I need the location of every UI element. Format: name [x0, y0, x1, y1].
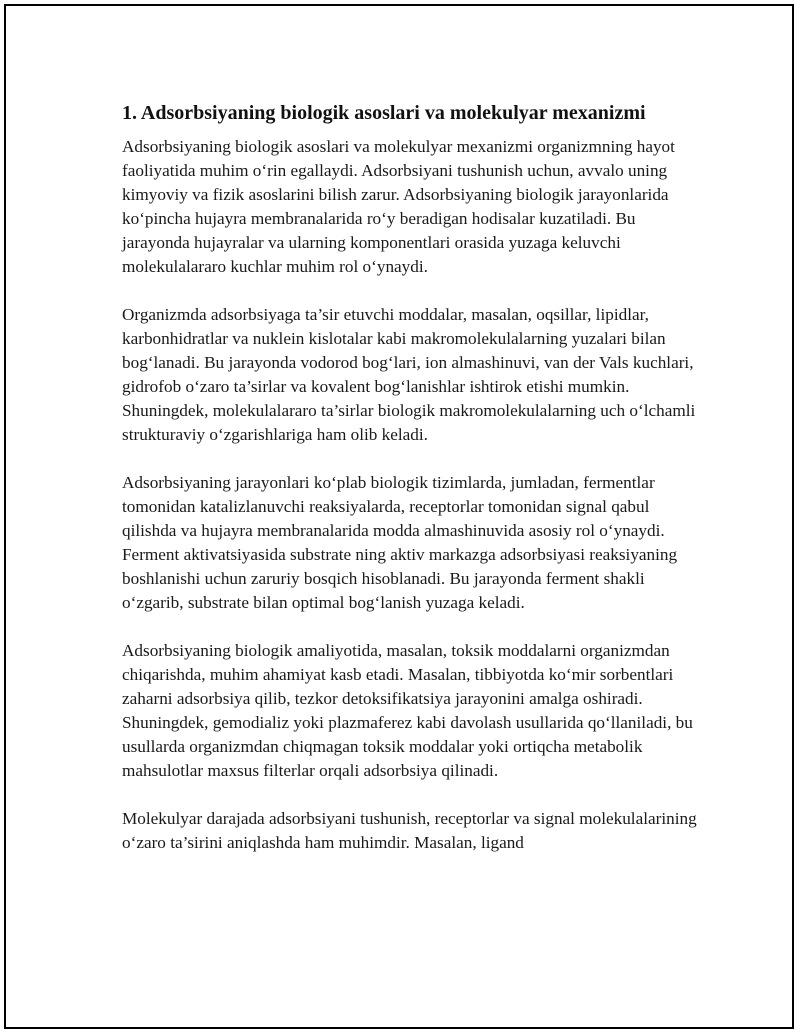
document-page [4, 4, 794, 1029]
section-heading: 1. Adsorbsiyaning biologik asoslari va molekulyar mexanizmi [122, 102, 646, 124]
paragraph-2: Organizmda adsorbsiyaga ta’sir etuvchi moddalar, masalan, oqsillar, lipidlar, karbonhidratlar va nuklein kislotalar kabi makromolekulalarning yuzalari bilan bog‘lanadi. Bu jarayonda vodorod bog‘lari, ion almashinuvi, van der Vals kuchlari, gidrofob o‘zaro ta’sirlar va kovalent bog‘lanishlar ishtirok etishi mumkin. Shuningdek, molekulalararo ta’sirlar biologik makromolekulalarning uch o‘lchamli strukturaviy o‘zgarishlariga ham olib keladi. [122, 305, 696, 444]
paragraph-3: Adsorbsiyaning jarayonlari ko‘plab biologik tizimlarda, jumladan, fermentlar tomonidan katalizlanuvchi reaksiyalarda, receptorlar tomonidan signal qabul qilishda va hujayra membranalarida modda almashinuvida asosiy rol o‘ynaydi. Ferment aktivatsiyasida substrate ning aktiv markazga adsorbsiyasi reaksiyaning boshlanishi uchun zaruriy bosqich hisoblanadi. Bu jarayonda ferment shakli o‘zgarib, substrate bilan optimal bog‘lanish yuzaga keladi. [122, 473, 678, 612]
document-body [122, 99, 702, 879]
paragraph-5: Molekulyar darajada adsorbsiyani tushunish, receptorlar va signal molekulalarining o‘zaro ta’sirini aniqlashda ham muhimdir. Masalan, ligand [122, 809, 697, 852]
paragraph-4: Adsorbsiyaning biologik amaliyotida, masalan, toksik moddalarni organizmdan chiqarishda, muhim ahamiyat kasb etadi. Masalan, tibbiyotda ko‘mir sorbentlari zaharni adsorbsiya qilib, tezkor detoksifikatsiya jarayonini amalga oshiradi. Shuningdek, gemodializ yoki plazmaferez kabi davolash usullarida qo‘llaniladi, bu usullarda organizmdan chiqmagan toksik moddalar yoki ortiqcha metabolik mahsulotlar maxsus filterlar orqali adsorbsiya qilinadi. [122, 641, 693, 780]
paragraph-1: Adsorbsiyaning biologik asoslari va molekulyar mexanizmi organizmning hayot faoliyatida muhim o‘rin egallaydi. Adsorbsiyani tushunish uchun, avvalo uning kimyoviy va fizik asoslarini bilish zarur. Adsorbsiyaning biologik jarayonlarida ko‘pincha hujayra membranalarida ro‘y beradigan hodisalar kuzatiladi. Bu jarayonda hujayralar va ularning komponentlari orasida yuzaga keluvchi molekulalararo kuchlar muhim rol o‘ynaydi. [122, 137, 675, 276]
